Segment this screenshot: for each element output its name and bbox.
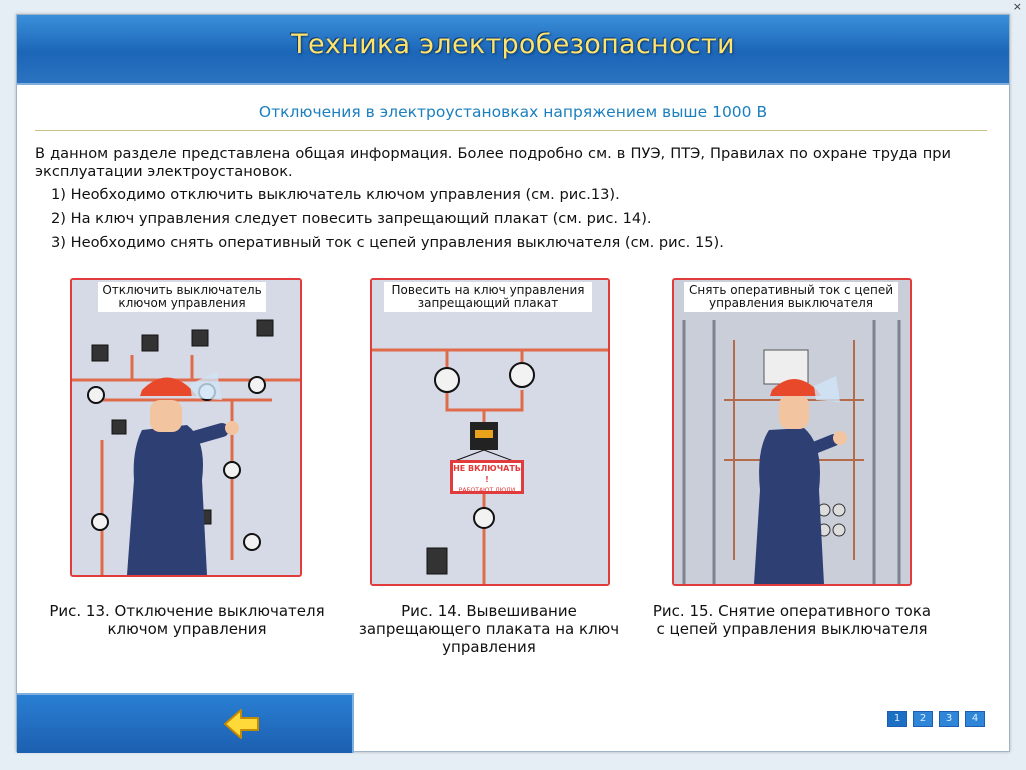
figure-14-label [384,282,592,312]
control-cabinet-image [674,280,910,584]
figure-label-line: Отключить выключатель [102,283,262,297]
figure-label-line: Снять оперативный ток с цепей [688,283,894,297]
figure-15-label [684,282,898,312]
page-button-3[interactable]: 3 [939,711,959,727]
caption-line: Рис. 13. Отключение выключателя [49,602,325,620]
lesson-frame [16,14,1010,752]
figure-13-illustration [70,278,302,577]
page-button-1[interactable]: 1 [887,711,907,727]
figure-label-line: Повесить на ключ управления [391,283,585,297]
subtitle-divider [35,130,987,131]
figure-label-line: ключом управления [118,296,246,310]
figure-15-illustration [672,278,912,586]
warning-sign [450,460,524,494]
window-close-button[interactable]: × [1012,0,1022,13]
caption-line: Рис. 15. Снятие оперативного тока [652,602,932,620]
caption-line: запрещающего плаката на ключ [358,620,620,638]
page-title: Техника электробезопасности [291,29,735,60]
steps-list [51,185,724,257]
step-item: 1) Необходимо отключить выключатель ключом управления (см. рис.13). [51,186,620,203]
figure-15-caption [637,602,947,638]
caption-line: управления [442,638,536,656]
header-bar [17,15,1009,85]
figure-13-label [98,282,266,312]
panel-worker-image [72,280,300,575]
padlock-sign-image [372,280,608,584]
figure-14-illustration [370,278,610,586]
page-navigation [887,711,985,727]
caption-line: ключом управления [107,620,267,638]
step-item: 2) На ключ управления следует повесить запрещающий плакат (см. рис. 14). [51,210,652,227]
page-button-2[interactable]: 2 [913,711,933,727]
figure-14-caption [339,602,639,656]
figure-label-line: запрещающий плакат [417,296,559,310]
caption-line: с цепей управления выключателя [656,620,928,638]
arrow-left-icon [222,707,262,741]
caption-line: Рис. 14. Вывешивание [401,602,577,620]
back-button[interactable] [222,707,262,741]
footer-nav-bar [17,693,354,753]
page-button-4[interactable]: 4 [965,711,985,727]
warning-sign-title: НЕ ВКЛЮЧАТЬ ! [453,464,521,484]
warning-sign-subtitle: РАБОТАЮТ ЛЮДИ [458,487,516,494]
section-subtitle: Отключения в электроустановках напряжением выше 1000 В [258,103,768,121]
intro-text: В данном разделе представлена общая информация. Более подробно см. в ПУЭ, ПТЭ, Правилах по охране труда при эксплуатации электроустановок. [35,145,951,180]
step-item: 3) Необходимо снять оперативный ток с цепей управления выключателя (см. рис. 15). [51,234,724,251]
figure-label-line: управления выключателя [709,296,873,310]
figure-13-caption [37,602,337,638]
